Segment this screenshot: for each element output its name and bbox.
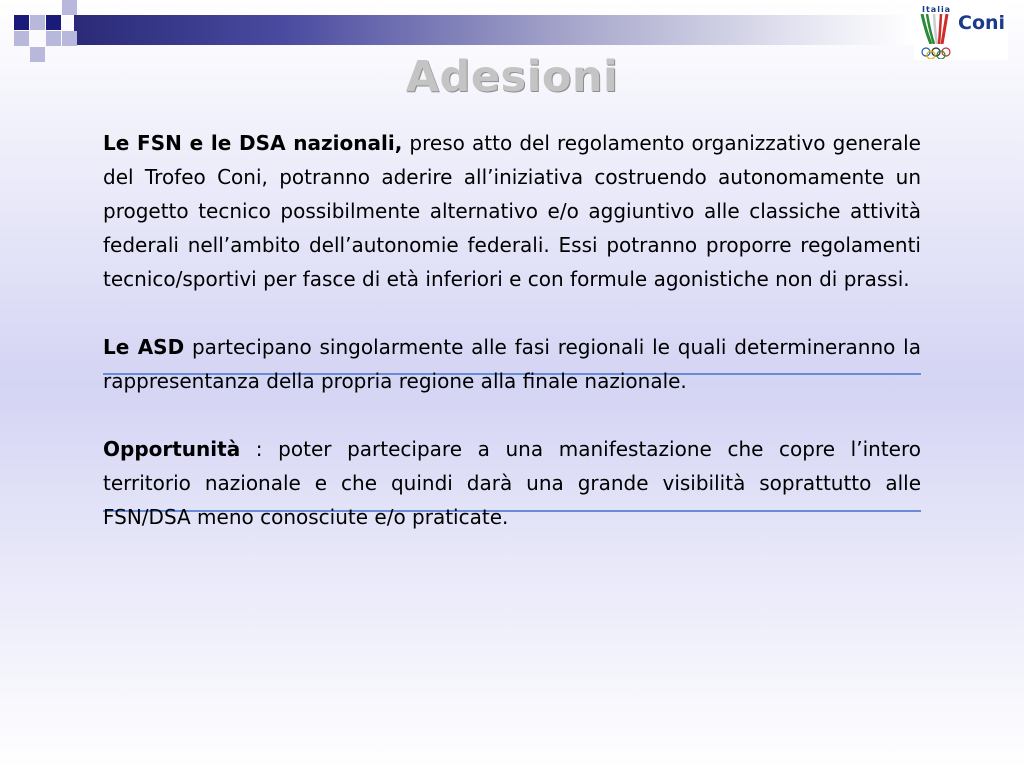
paragraph-text: partecipano singolarmente alle fasi regionali le quali determineranno la rappresentanza della propria regione alla finale nazionale. (103, 335, 921, 393)
paragraph-lead: Opportunità (103, 437, 241, 461)
header-gradient-bar (74, 15, 914, 45)
paragraph-text: : poter partecipare a una manifestazione che copre l’intero territorio nazionale e che quindi darà una grande visibilità soprattutto alle FSN/DSA meno conosciute e/o praticate. (103, 437, 921, 529)
paragraph-asd (103, 330, 921, 398)
logo-italia-text: Italia (922, 5, 952, 14)
slide-title: Adesioni (405, 52, 619, 102)
paragraph-fsn-dsa (103, 126, 921, 296)
paragraph-lead: Le FSN e le DSA nazionali, (103, 131, 403, 155)
paragraph-lead: Le ASD (103, 335, 185, 359)
slide-body (103, 126, 921, 568)
coni-logo (914, 0, 1008, 60)
paragraph-text: preso atto del regolamento organizzativo generale del Trofeo Coni, potranno aderire all’iniziativa costruendo autonomamente un progetto tecnico possibilmente alternativo e/o aggiuntivo alle classiche attività federali nell’ambito dell’autonomie federali. Essi potranno proporre regolamenti tecnico/sportivi per fasce di età inferiori e con formule agonistiche non di prassi. (103, 131, 921, 291)
tricolor-flag-icon (919, 14, 953, 44)
paragraph-opportunita (103, 432, 921, 534)
logo-coni-text: Coni (958, 12, 1006, 34)
